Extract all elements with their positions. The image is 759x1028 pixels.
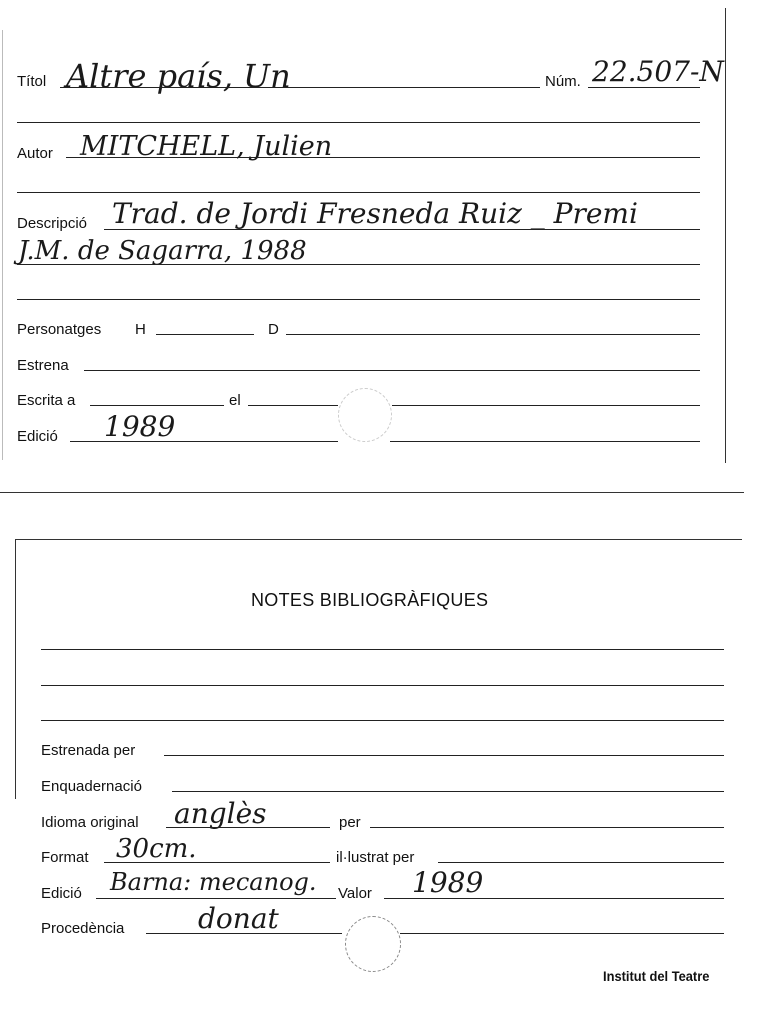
titol-value: Altre país, Un xyxy=(66,57,291,95)
enquadernacio-label: Enquadernació xyxy=(41,778,142,795)
valor-value: 1989 xyxy=(412,866,484,899)
notes-line xyxy=(41,720,724,721)
estrenada-label: Estrenada per xyxy=(41,742,136,759)
personatges-d-label: D xyxy=(268,321,279,338)
num-label: Núm. xyxy=(545,73,581,90)
format-value: 30cm. xyxy=(116,834,197,864)
autor-label: Autor xyxy=(17,145,53,162)
illustrat-label: il·lustrat per xyxy=(336,849,415,866)
escrita-label: Escrita a xyxy=(17,392,76,409)
el-line-2 xyxy=(392,405,700,406)
idioma-per-label: per xyxy=(339,814,361,831)
descripcio-line1: Trad. de Jordi Fresneda Ruiz _ Premi xyxy=(112,197,638,230)
edicio-line-2 xyxy=(390,441,700,442)
el-line xyxy=(248,405,338,406)
descripcio-line xyxy=(104,229,700,230)
card-top-left-edge xyxy=(2,30,3,460)
rule-line xyxy=(17,192,700,193)
card-bottom-left-edge xyxy=(15,539,16,799)
autor-value: MITCHELL, Julien xyxy=(80,131,333,162)
procedencia-line xyxy=(146,933,342,934)
el-label: el xyxy=(229,392,241,409)
titol-label: Títol xyxy=(17,73,47,90)
edicio-line-bottom xyxy=(96,898,336,899)
rule-line xyxy=(17,122,700,123)
estrena-label: Estrena xyxy=(17,357,69,374)
card-top-right-edge xyxy=(725,8,726,463)
valor-line xyxy=(384,898,724,899)
format-line xyxy=(104,862,330,863)
enquadernacio-line xyxy=(172,791,724,792)
descripcio-label: Descripció xyxy=(17,215,88,232)
idioma-line xyxy=(166,827,330,828)
notes-line xyxy=(41,649,724,650)
edicio-value: 1989 xyxy=(104,410,176,443)
rule-line xyxy=(17,264,700,265)
valor-label: Valor xyxy=(338,885,372,902)
idioma-per-line xyxy=(370,827,724,828)
personatges-h-label: H xyxy=(135,321,146,338)
format-label: Format xyxy=(41,849,89,866)
procedencia-line-2 xyxy=(400,933,724,934)
escrita-line xyxy=(90,405,224,406)
personatges-d-line xyxy=(286,334,700,335)
card-bottom-top-edge xyxy=(15,539,742,540)
descripcio-line2: J.M. de Sagarra, 1988 xyxy=(18,236,307,266)
edicio-label-2: Edició xyxy=(41,885,82,902)
procedencia-value: donat xyxy=(198,902,279,935)
estrenada-line xyxy=(164,755,724,756)
institut-footer: Institut del Teatre xyxy=(603,968,710,984)
idioma-value: anglès xyxy=(174,797,267,830)
illustrat-line xyxy=(438,862,724,863)
procedencia-label: Procedència xyxy=(41,920,125,937)
idioma-label: Idioma original xyxy=(41,814,139,831)
estrena-line xyxy=(84,370,700,371)
num-value: 22.507-N xyxy=(592,55,724,88)
rule-line xyxy=(17,299,700,300)
edicio-line xyxy=(70,441,338,442)
titol-line xyxy=(60,87,540,88)
num-line xyxy=(588,87,700,88)
card-separator xyxy=(0,492,744,493)
punch-hole-mark xyxy=(338,388,392,442)
notes-title: NOTES BIBLIOGRÀFIQUES xyxy=(251,590,489,610)
personatges-h-line xyxy=(156,334,254,335)
punch-hole xyxy=(345,916,401,972)
autor-line xyxy=(66,157,700,158)
notes-line xyxy=(41,685,724,686)
personatges-label: Personatges xyxy=(17,321,102,338)
edicio-value-2: Barna: mecanog. xyxy=(110,868,317,896)
edicio-label: Edició xyxy=(17,428,58,445)
